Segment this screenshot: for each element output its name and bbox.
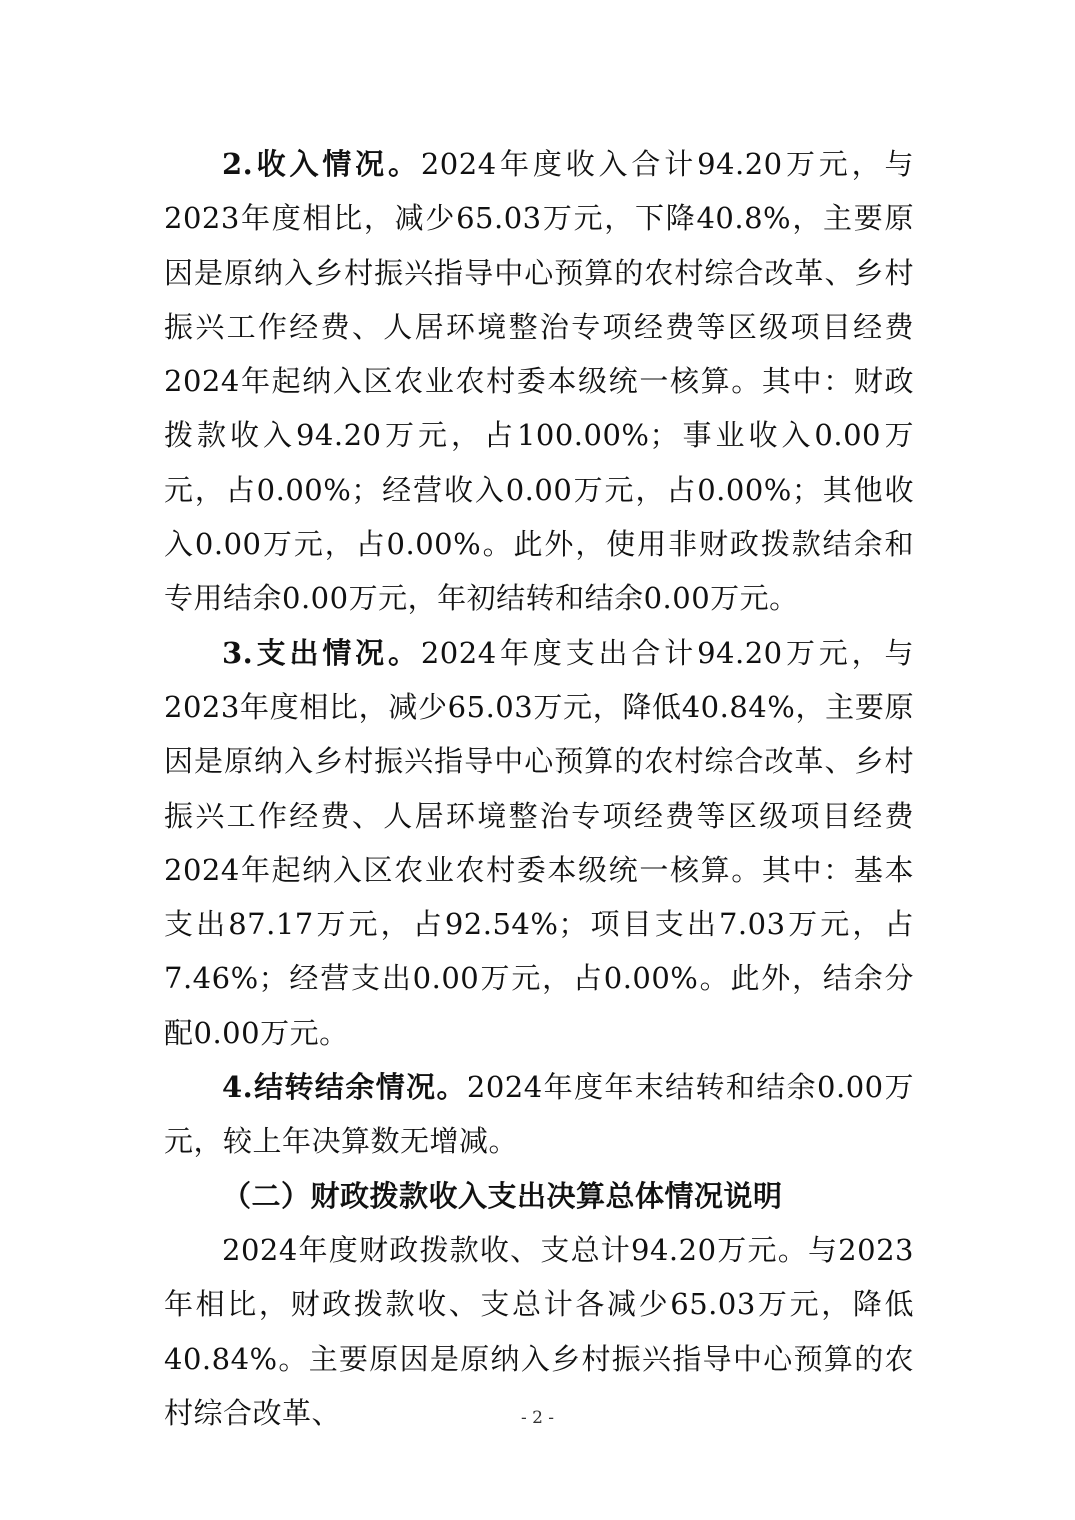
carryover-heading: 4.结转结余情况。: [222, 1070, 467, 1105]
income-heading: 2.收入情况。: [222, 147, 421, 181]
page-number: - 2 -: [520, 1408, 555, 1428]
expenditure-text: 2024年度支出合计94.20万元，与2023年度相比，减少65.03万元，降低40.84%，主要原因是原纳入乡村振兴指导中心预算的农村综合改革、乡村振兴工作经费、人居环境整治专项经费等区级项目经费2024年起纳入区农业农村委本级统一核算。其中：基本支出87.17万元，占92.54%；项目支出7.03万元，占7.46%；经营支出0.00万元，占0.00%。此外，结余分配0.00万元。: [164, 635, 914, 1050]
expenditure-heading: 3.支出情况。: [222, 635, 421, 670]
carryover-text: 2024年度年末结转和结余0.00万元，较上年决算数无增减。: [164, 1070, 915, 1159]
body-text: [164, 137, 914, 1440]
expenditure-paragraph: [164, 626, 914, 1060]
income-paragraph: [164, 137, 914, 626]
income-text: 2024年度收入合计94.20万元，与2023年度相比，减少65.03万元，下降40.8%，主要原因是原纳入乡村振兴指导中心预算的农村综合改革、乡村振兴工作经费、人居环境整治专项经费等区级项目经费2024年起纳入区农业农村委本级统一核算。其中：财政拨款收入94.20万元，占100.00%；事业收入0.00万元，占0.00%；经营收入0.00万元，占0.00%；其他收入0.00万元，占0.00%。此外，使用非财政拨款结余和专用结余0.00万元，年初结转和结余0.00万元。: [164, 147, 914, 616]
fiscal-summary-paragraph: 2024年度财政拨款收、支总计94.20万元。与2023年相比，财政拨款收、支总计各减少65.03万元，降低40.84%。主要原因是原纳入乡村振兴指导中心预算的农村综合改革、: [164, 1232, 914, 1430]
section-heading: （二）财政拨款收入支出决算总体情况说明: [222, 1178, 783, 1213]
carryover-paragraph: [164, 1060, 914, 1169]
